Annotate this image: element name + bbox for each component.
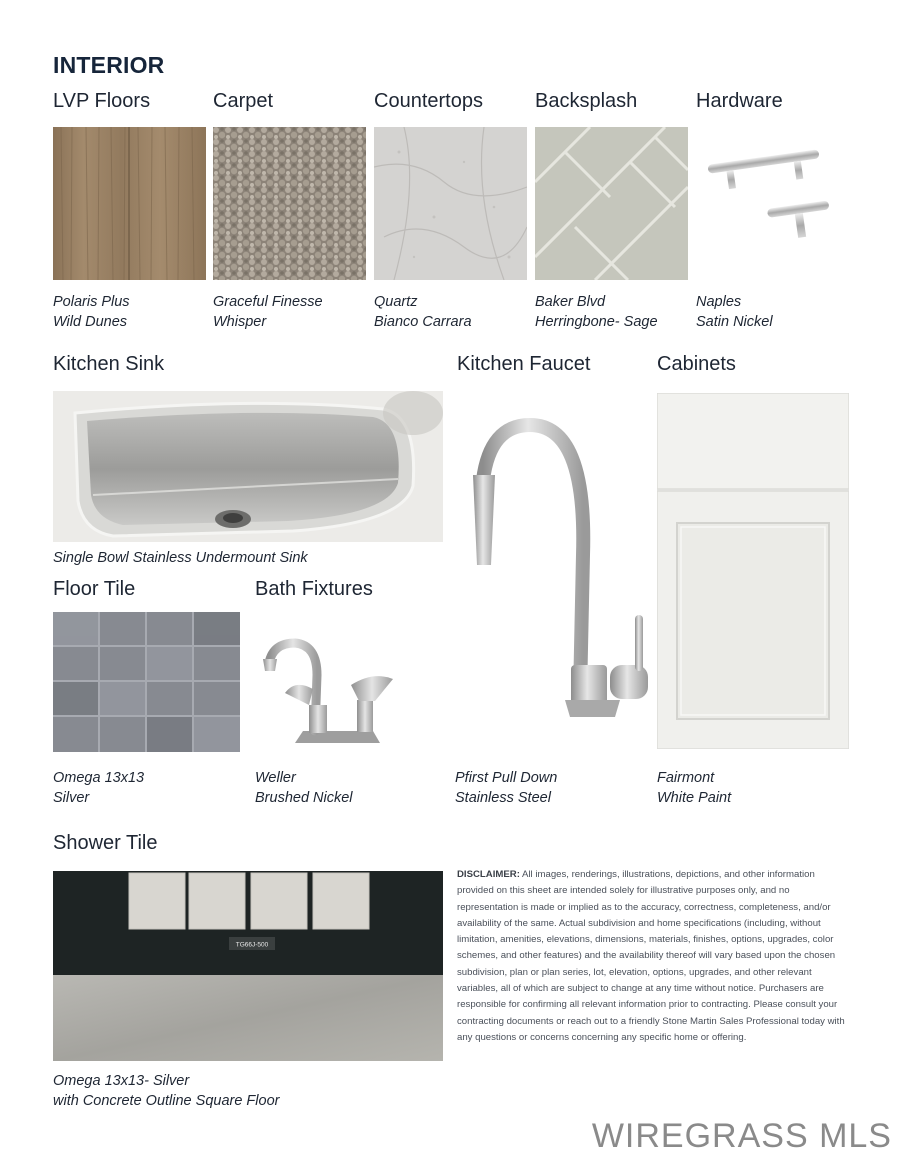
lvp-line1: Polaris Plus — [53, 294, 130, 310]
bath-caption — [255, 768, 353, 808]
hardware-line1: Naples — [696, 294, 742, 310]
floor-tile-line2: Silver — [53, 790, 90, 806]
page-title: INTERIOR — [53, 52, 165, 78]
carpet-heading: Carpet — [213, 90, 274, 112]
cabinets-line1: Fairmont — [657, 770, 715, 786]
shower-tile-code: TG66J-500 — [235, 941, 269, 949]
lvp-caption — [53, 292, 130, 332]
carpet-line2: Whisper — [213, 314, 267, 330]
cabinets-caption — [657, 768, 731, 808]
shower-heading: Shower Tile — [53, 832, 158, 854]
lvp-line2: Wild Dunes — [53, 314, 128, 330]
disclaimer-label: DISCLAIMER: — [457, 869, 520, 880]
hardware-heading: Hardware — [696, 90, 783, 112]
floor-tile-caption — [53, 768, 144, 808]
disclaimer — [457, 867, 852, 1046]
hardware-caption — [696, 292, 773, 332]
shower-line2: with Concrete Outline Square Floor — [53, 1093, 280, 1109]
bath-line2: Brushed Nickel — [255, 790, 353, 806]
backsplash-line1: Baker Blvd — [535, 294, 606, 310]
countertops-line2: Bianco Carrara — [374, 314, 472, 330]
countertops-line1: Quartz — [374, 294, 418, 310]
mls-watermark: WIREGRASS MLS — [591, 1117, 892, 1155]
sink-caption: Single Bowl Stainless Undermount Sink — [53, 550, 308, 566]
carpet-swatch — [213, 127, 366, 280]
bath-line1: Weller — [255, 770, 296, 786]
countertops-caption — [374, 292, 472, 332]
shower-caption — [53, 1071, 279, 1111]
backsplash-swatch — [535, 127, 688, 280]
faucet-caption — [455, 768, 557, 808]
floor-tile-image — [53, 612, 240, 752]
floor-tile-line1: Omega 13x13 — [53, 770, 145, 786]
lvp-heading: LVP Floors — [53, 90, 151, 112]
floor-tile-heading: Floor Tile — [53, 578, 136, 600]
lvp-swatch — [53, 127, 206, 280]
faucet-heading: Kitchen Faucet — [457, 353, 591, 375]
hardware-swatch — [696, 127, 849, 280]
shower-tile-image — [53, 871, 443, 1061]
disclaimer-text: All images, renderings, illustrations, depictions, and other information provided on this sheet are intended solely for illustrative purposes only, and no representation is made or implied as to the accuracy, correctness, completeness, and/or availability of the same. Actual subdivision and home specifications (including, without limitation, amenities, elevations, dimensions, materials, finishes, options, upgrades, color schemes, and other features) and the availability thereof will vary based upon the chosen subdivision, plan or plan series, lot, elevation, options, upgrades, and other relevant variables, all of which are subject to change at any time without notice. Purchasers are responsible for confirming all relevant information prior to contracting. Please consult your contracting documents or reach out to a friendly Stone Martin Sales Professional today with any questions or concerns concerning any specific home or offering. — [457, 869, 845, 1043]
carpet-line1: Graceful Finesse — [213, 294, 323, 310]
kitchen-faucet-image — [455, 395, 650, 730]
shower-line1: Omega 13x13- Silver — [53, 1073, 190, 1089]
sink-heading: Kitchen Sink — [53, 353, 165, 375]
bath-fixture-image — [255, 615, 405, 755]
backsplash-caption — [535, 292, 658, 332]
cabinets-line2: White Paint — [657, 790, 732, 806]
backsplash-heading: Backsplash — [535, 90, 638, 112]
countertops-swatch — [374, 127, 527, 280]
sink-image — [53, 391, 443, 542]
cabinets-heading: Cabinets — [657, 353, 736, 375]
carpet-caption — [213, 292, 323, 332]
backsplash-line2: Herringbone- Sage — [535, 314, 658, 330]
cabinet-image — [657, 393, 849, 749]
faucet-line1: Pfirst Pull Down — [455, 770, 558, 786]
bath-heading: Bath Fixtures — [255, 578, 373, 600]
countertops-heading: Countertops — [374, 90, 483, 112]
hardware-line2: Satin Nickel — [696, 314, 773, 330]
faucet-line2: Stainless Steel — [455, 790, 551, 806]
